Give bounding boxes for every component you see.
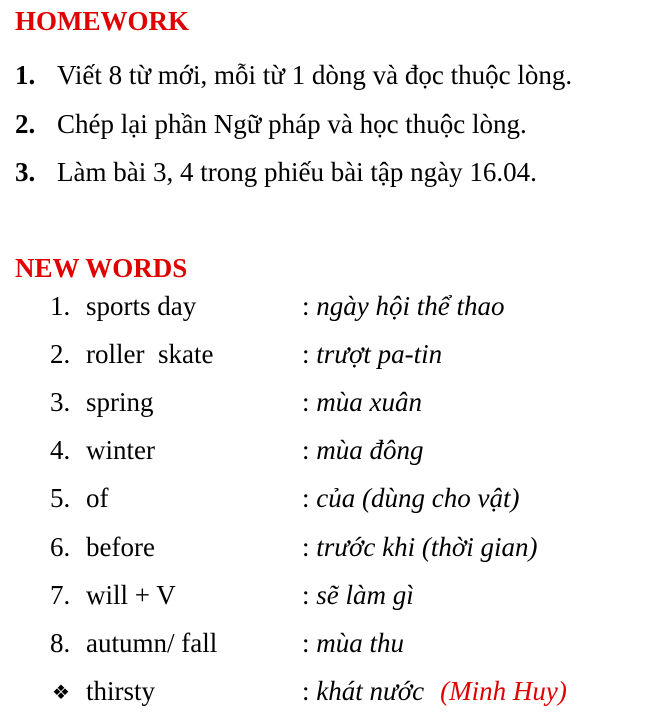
word-meaning-text: trượt pa-tin — [316, 339, 443, 369]
word-meaning — [302, 293, 505, 320]
word-meaning-text: ngày hội thể thao — [316, 291, 505, 321]
word-meaning — [302, 630, 404, 657]
word-meaning-text: khát nước — [316, 676, 425, 706]
word-colon: : — [302, 387, 317, 417]
word-number: 8. — [50, 628, 71, 658]
author-credit: (Minh Huy) — [440, 676, 567, 706]
diamond-bullet-icon: ❖ — [52, 680, 70, 704]
word-meaning-text: sẽ làm gì — [316, 580, 414, 610]
word-term: will + V — [86, 580, 176, 610]
word-term: sports day — [86, 291, 197, 321]
word-colon: : — [302, 676, 317, 706]
word-colon: : — [302, 291, 317, 321]
homework-item — [15, 111, 527, 138]
word-meaning — [302, 534, 538, 561]
new-words-heading: NEW WORDS — [15, 253, 188, 283]
word-number: 4. — [50, 435, 71, 465]
word-meaning-text: trước khi (thời gian) — [316, 532, 538, 562]
word-term: autumn/ fall — [86, 628, 218, 658]
word-meaning-text: của (dùng cho vật) — [316, 483, 520, 513]
word-meaning — [302, 389, 422, 416]
word-meaning — [302, 582, 414, 609]
word-number: 1. — [50, 291, 71, 321]
word-meaning-text: mùa đông — [316, 435, 424, 465]
word-colon: : — [302, 532, 317, 562]
word-row — [50, 630, 650, 662]
word-term: thirsty — [86, 676, 156, 706]
word-meaning — [302, 678, 567, 705]
word-term: roller skate — [86, 339, 214, 369]
word-term: spring — [86, 387, 154, 417]
word-term: of — [86, 483, 109, 513]
word-colon: : — [302, 339, 317, 369]
homework-heading: HOMEWORK — [15, 6, 189, 36]
homework-item-number: 3. — [15, 157, 36, 187]
homework-item-number: 1. — [15, 60, 36, 90]
homework-item — [15, 159, 537, 186]
word-row — [50, 678, 650, 710]
word-row — [50, 437, 650, 469]
word-colon: : — [302, 628, 317, 658]
word-meaning — [302, 341, 442, 368]
word-meaning — [302, 437, 424, 464]
homework-item-text: Làm bài 3, 4 trong phiếu bài tập ngày 16.04. — [57, 157, 537, 187]
word-number: 3. — [50, 387, 71, 417]
homework-item-number: 2. — [15, 109, 36, 139]
word-row — [50, 389, 650, 421]
word-row — [50, 341, 650, 373]
word-row — [50, 485, 650, 517]
word-row — [50, 534, 650, 566]
word-term: before — [86, 532, 155, 562]
word-number: 6. — [50, 532, 71, 562]
word-term: winter — [86, 435, 155, 465]
word-colon: : — [302, 483, 317, 513]
homework-item-text: Chép lại phần Ngữ pháp và học thuộc lòng. — [57, 109, 527, 139]
word-row — [50, 293, 650, 325]
word-meaning-text: mùa xuân — [316, 387, 422, 417]
word-meaning-text: mùa thu — [316, 628, 405, 658]
word-number: 2. — [50, 339, 71, 369]
word-number: 7. — [50, 580, 71, 610]
word-colon: : — [302, 435, 317, 465]
word-meaning — [302, 485, 519, 512]
homework-item-text: Viết 8 từ mới, mỗi từ 1 dòng và đọc thuộc lòng. — [57, 60, 573, 90]
word-row — [50, 582, 650, 614]
homework-item — [15, 62, 572, 89]
word-colon: : — [302, 580, 317, 610]
word-number: 5. — [50, 483, 71, 513]
